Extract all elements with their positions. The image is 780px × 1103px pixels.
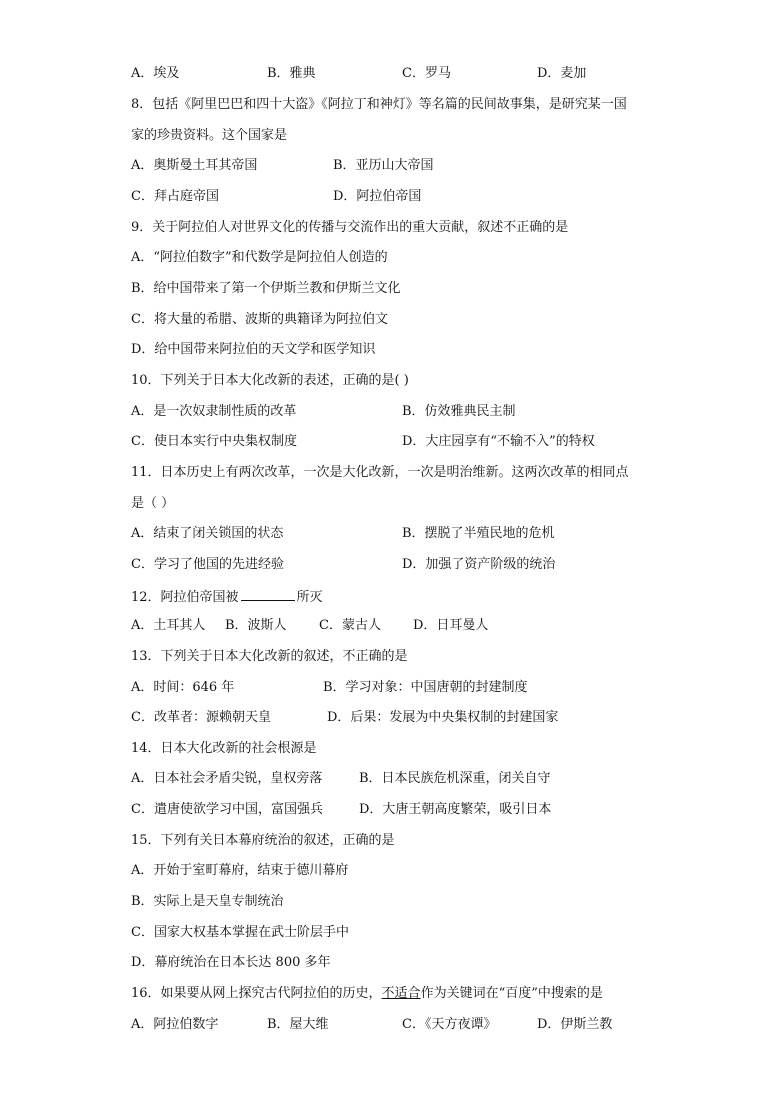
q7-option-d[interactable]: D．麦加	[537, 66, 587, 81]
q16-option-a[interactable]: A．阿拉伯数字	[131, 1017, 219, 1032]
q15-option-a[interactable]: A．开始于室町幕府，结束于德川幕府	[131, 863, 349, 878]
q8-option-a[interactable]: A．奥斯曼土耳其帝国	[131, 158, 258, 173]
q11-stem-line2: 是（ ）	[131, 496, 175, 511]
q8-option-b[interactable]: B．亚历山大帝国	[333, 158, 434, 173]
q13-option-a[interactable]: A．时间：646 年	[131, 680, 235, 695]
q10-stem: 10．下列关于日本大化改新的表述，正确的是( )	[131, 373, 409, 388]
q15-option-b[interactable]: B．实际上是天皇专制统治	[131, 894, 284, 909]
q12-stem-post: 所灭	[296, 590, 323, 605]
q11-option-d[interactable]: D．加强了资产阶级的统治	[402, 557, 556, 572]
q14-option-b[interactable]: B．日本民族危机深重，闭关自守	[359, 771, 551, 786]
q15-stem: 15．下列有关日本幕府统治的叙述，正确的是	[131, 833, 395, 848]
q16-option-d[interactable]: D．伊斯兰教	[537, 1017, 613, 1032]
q12-option-c[interactable]: C．蒙古人	[319, 618, 381, 633]
q16-option-c[interactable]: C．《天方夜谭》	[402, 1017, 497, 1032]
q16-stem-post: 作为关键词在“百度”中搜索的是	[420, 986, 603, 1001]
q12-option-d[interactable]: D．日耳曼人	[413, 618, 489, 633]
q8-stem-line2: 家的珍贵资料。这个国家是	[131, 128, 288, 143]
q11-option-a[interactable]: A．结束了闭关锁国的状态	[131, 526, 284, 541]
q13-stem: 13．下列关于日本大化改新的叙述，不正确的是	[131, 649, 408, 664]
q8-stem-line1: 8．包括《阿里巴巴和四十大盗》《阿拉丁和神灯》等名篇的民间故事集，是研究某一国	[131, 97, 627, 112]
q11-option-c[interactable]: C．学习了他国的先进经验	[131, 557, 284, 572]
q12-answer-blank[interactable]	[241, 587, 295, 601]
q9-option-a[interactable]: A．“阿拉伯数字”和代数学是阿拉伯人创造的	[131, 250, 388, 265]
q10-option-b[interactable]: B．仿效雅典民主制	[402, 404, 516, 419]
q14-stem: 14．日本大化改新的社会根源是	[131, 741, 317, 756]
q12-stem	[131, 587, 323, 607]
q9-option-d[interactable]: D．给中国带来阿拉伯的天文学和医学知识	[131, 342, 376, 357]
q11-option-b[interactable]: B．摆脱了半殖民地的危机	[402, 526, 555, 541]
q14-option-c[interactable]: C．遣唐使欲学习中国，富国强兵	[131, 802, 323, 817]
q9-stem: 9．关于阿拉伯人对世界文化的传播与交流作出的重大贡献，叙述不正确的是	[131, 220, 569, 235]
q10-option-a[interactable]: A．是一次奴隶制性质的改革	[131, 404, 297, 419]
q8-option-c[interactable]: C．拜占庭帝国	[131, 189, 219, 204]
q10-option-c[interactable]: C．使日本实行中央集权制度	[131, 434, 297, 449]
q13-option-d[interactable]: D．后果：发展为中央集权制的封建国家	[327, 710, 559, 725]
q16-stem	[131, 985, 603, 1003]
q16-option-b[interactable]: B．屋大维	[267, 1017, 329, 1032]
q12-stem-pre: 12．阿拉伯帝国被	[131, 590, 239, 605]
q12-option-b[interactable]: B．波斯人	[225, 618, 287, 633]
q8-option-d[interactable]: D．阿拉伯帝国	[333, 189, 422, 204]
q9-option-b[interactable]: B．给中国带来了第一个伊斯兰教和伊斯兰文化	[131, 281, 401, 296]
q13-option-c[interactable]: C．改革者：源赖朝天皇	[131, 710, 271, 725]
q14-option-d[interactable]: D．大唐王朝高度繁荣，吸引日本	[359, 802, 552, 817]
q15-option-d[interactable]: D．幕府统治在日本长达 800 多年	[131, 955, 331, 970]
q16-stem-pre: 16．如果要从网上探究古代阿拉伯的历史，	[131, 986, 382, 1001]
q7-option-b[interactable]: B．雅典	[267, 66, 316, 81]
q7-option-a[interactable]: A．埃及	[131, 66, 180, 81]
q10-option-d[interactable]: D．大庄园享有“不输不入”的特权	[402, 434, 595, 449]
q7-option-c[interactable]: C．罗马	[402, 66, 451, 81]
q13-option-b[interactable]: B．学习对象：中国唐朝的封建制度	[323, 680, 528, 695]
q15-option-c[interactable]: C．国家大权基本掌握在武士阶层手中	[131, 925, 349, 940]
q9-option-c[interactable]: C．将大量的希腊、波斯的典籍译为阿拉伯文	[131, 312, 388, 327]
q12-option-a[interactable]: A．土耳其人	[131, 618, 206, 633]
q16-stem-underlined: 不适合	[381, 986, 421, 1001]
q14-option-a[interactable]: A．日本社会矛盾尖锐，皇权旁落	[131, 771, 323, 786]
q11-stem-line1: 11．日本历史上有两次改革，一次是大化改新，一次是明治维新。这两次改革的相同点	[131, 465, 629, 480]
